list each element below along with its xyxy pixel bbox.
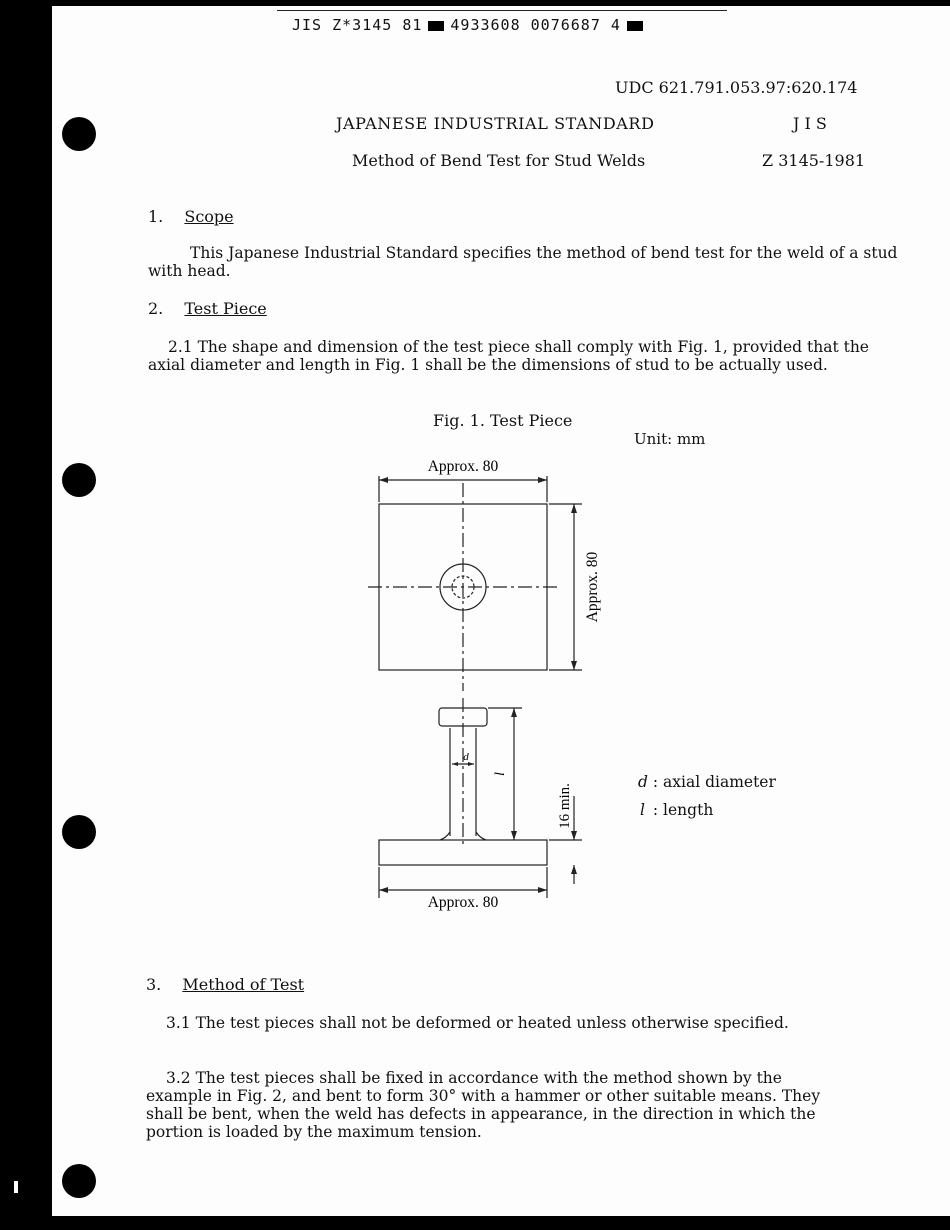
arrowhead xyxy=(511,708,517,717)
legend-item-length xyxy=(640,801,713,819)
arrowhead xyxy=(571,865,577,874)
legend-item-diameter xyxy=(638,773,776,791)
clause-3-1: 3.1 The test pieces shall not be deformed or heated unless otherwise specified. xyxy=(166,1014,789,1032)
arrowhead xyxy=(538,477,547,483)
arrowhead xyxy=(379,477,388,483)
binder-hole xyxy=(62,117,96,151)
bottom-width-label: Approx. 80 xyxy=(427,894,499,911)
arrowhead xyxy=(379,887,388,893)
jis-label: J I S xyxy=(793,114,827,133)
section-title: Scope xyxy=(184,207,234,226)
clause-3-2: 3.2 The test pieces shall be fixed in accordance with the method shown by the example in Fig. 2, and bent to form 30° with a hammer or other suitable means. They shall be bent, when the weld has defects in appearance, in the direction in which the portion is loaded by the maximum tension. xyxy=(146,1069,821,1141)
section-title: Test Piece xyxy=(184,299,267,318)
arrowhead xyxy=(571,831,577,840)
side-height-label: Approx. 80 xyxy=(584,551,601,623)
arrowhead xyxy=(571,661,577,670)
arrowhead xyxy=(511,831,517,840)
scan-edge-mark xyxy=(14,1181,18,1193)
section-title: Method of Test xyxy=(182,975,305,994)
arrowhead xyxy=(468,762,474,766)
binder-hole xyxy=(62,815,96,849)
arrowhead xyxy=(571,504,577,513)
section-number: 3. xyxy=(146,975,162,994)
top-width-label: Approx. 80 xyxy=(427,458,499,475)
arrowhead xyxy=(538,887,547,893)
legend-symbol: d xyxy=(638,773,648,791)
section-number: 1. xyxy=(148,207,164,226)
doc-title: Method of Bend Test for Stud Welds xyxy=(352,151,646,170)
legend-text: : axial diameter xyxy=(652,773,776,791)
standard-title: JAPANESE INDUSTRIAL STANDARD xyxy=(336,114,655,133)
section-number: 2. xyxy=(148,299,164,318)
binder-hole xyxy=(62,1164,96,1198)
scope-paragraph: This Japanese Industrial Standard specifies the method of bend test for the weld of a stud with head. xyxy=(148,244,898,280)
diameter-symbol: d xyxy=(463,751,469,763)
document-page xyxy=(52,6,950,1216)
clause-2-1: 2.1 The shape and dimension of the test piece shall comply with Fig. 1, provided that the axial diameter and length in Fig. 1 shall be the dimensions of stud to be actually used. xyxy=(148,338,869,374)
binder-hole xyxy=(62,463,96,497)
doc-number: Z 3145-1981 xyxy=(762,151,866,170)
test-piece-figure xyxy=(52,6,950,1216)
figure-caption: Fig. 1. Test Piece xyxy=(433,411,573,430)
legend-text: : length xyxy=(652,801,714,819)
min-length-label: 16 min. xyxy=(557,783,573,829)
section-3-heading xyxy=(146,975,304,994)
legend-symbol: l xyxy=(640,801,645,819)
arrowhead xyxy=(452,762,458,766)
header-code-mid: 4933608 0076687 4 xyxy=(450,16,621,34)
udc-code: UDC 621.791.053.97:620.174 xyxy=(615,78,858,97)
figure-unit: Unit: mm xyxy=(634,430,706,448)
header-code-left: JIS Z*3145 81 xyxy=(292,16,423,34)
length-symbol: l xyxy=(493,772,508,776)
